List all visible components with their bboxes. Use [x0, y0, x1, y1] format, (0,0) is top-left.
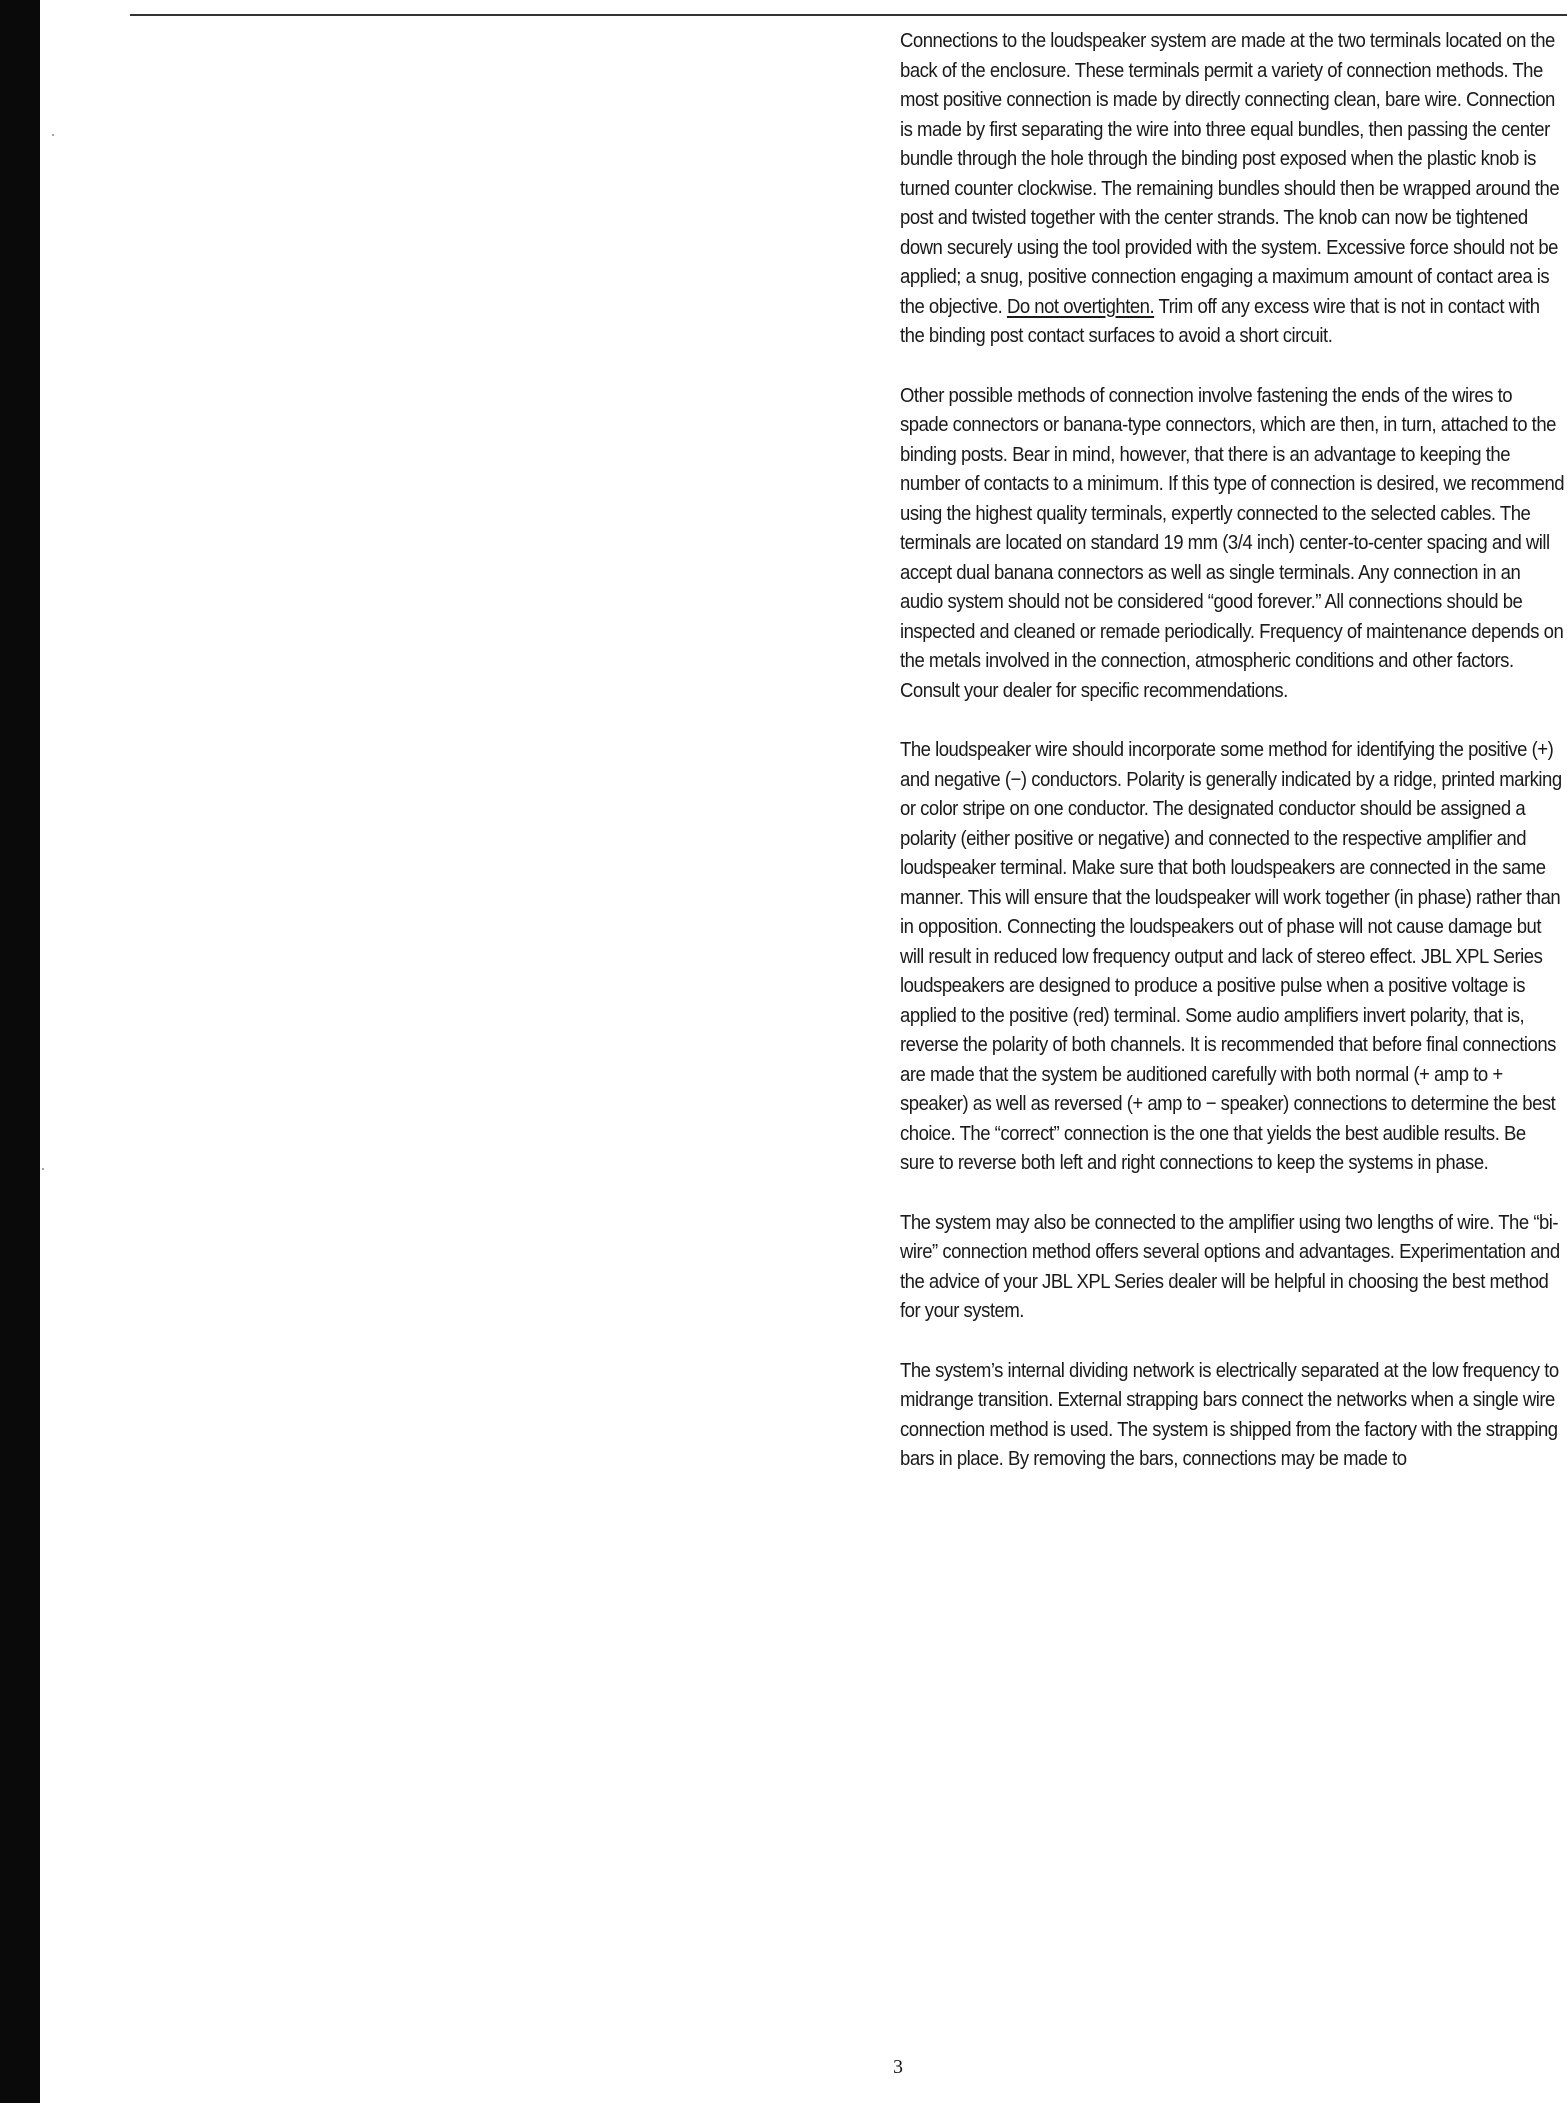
paragraph-bi-wire: [900, 1208, 1564, 1326]
paragraph-connections: [900, 26, 1564, 351]
paragraph-text: Connections to the loudspeaker system are made at the two terminals located on the back of the enclosure. These terminals permit a variety of connection methods. The most positive connection is made by directly connecting clean, bare wire. Connection is made by first separating the wire into three equal bundles, then passing the center bundle through the hole through the binding post exposed when the plastic knob is turned counter clockwise. The remaining bundles should then be wrapped around the post and twisted together with the center strands. The knob can now be tightened down securely using the tool provided with the system. Excessive force should not be applied; a snug, positive connection engaging a maximum amount of contact area is the objective.: [900, 29, 1560, 318]
paragraph-text: Other possible methods of connection involve fastening the ends of the wires to spade connectors or banana-type connectors, which are then, in turn, attached to the binding posts. Bear in mind, however, that there is an advantage to keeping the number of contacts to a minimum. If this type of connection is desired, we recommend using the highest quality terminals, expertly connected to the selected cables. The terminals are located on standard 19 mm (3/4 inch) center-to-center spacing and will accept dual banana connectors as well as single terminals. Any connection in an audio system should not be considered “good forever.” All connections should be inspected and cleaned or remade periodically. Frequency of maintenance depends on the metals involved in the connection, atmospheric conditions and other factors. Consult your dealer for specific recommendations.: [900, 383, 1565, 702]
paragraph-text: The system may also be connected to the amplifier using two lengths of wire. The “bi-wire” connection method offers several options and advantages. Experimentation and the advice of your JBL XPL Series dealer will be helpful in choosing the best method for your system.: [900, 1210, 1560, 1322]
page-number: 3: [893, 2056, 903, 2078]
top-rule: [130, 14, 1567, 16]
paragraph-other-methods: [900, 381, 1564, 706]
paragraph-dividing-network: [900, 1356, 1564, 1474]
text-column: [900, 26, 1564, 1504]
page-binding-edge: [0, 0, 40, 2103]
paragraph-polarity: [900, 735, 1564, 1178]
paragraph-text: Trim off any excess wire that is not in contact with the binding post contact surfaces to avoid a short circuit.: [900, 294, 1540, 347]
underlined-warning: Do not overtighten.: [1006, 294, 1155, 318]
paragraph-text: The loudspeaker wire should incorporate some method for identifying the positive (+) and negative (−) conductors. Polarity is generally indicated by a ridge, printed marking or color stripe on one conductor. The designated conductor should be assigned a polarity (either positive or negative) and connected to the respective amplifier and loudspeaker terminal. Make sure that both loudspeakers are connected in the same manner. This will ensure that the loudspeaker will work together (in phase) rather than in opposition. Connecting the loudspeakers out of phase will not cause damage but will result in reduced low frequency output and lack of stereo effect. JBL XPL Series loudspeakers are designed to produce a positive pulse when a positive voltage is applied to the positive (red) terminal. Some audio amplifiers invert polarity, that is, reverse the polarity of both channels. It is recommended that before final connections are made that the system be auditioned carefully with both normal (+ amp to + speaker) as well as reversed (+ amp to − speaker) connections to determine the best choice. The “correct” connection is the one that yields the best audible results. Be sure to reverse both left and right connections to keep the systems in phase.: [900, 738, 1562, 1174]
scan-speck: [42, 1168, 44, 1170]
scan-speck: [52, 134, 54, 136]
paragraph-text: The system’s internal dividing network is electrically separated at the low frequency to midrange transition. External strapping bars connect the networks when a single wire connection method is used. The system is shipped from the factory with the strapping bars in place. By removing the bars, connections may be made to: [900, 1358, 1559, 1470]
